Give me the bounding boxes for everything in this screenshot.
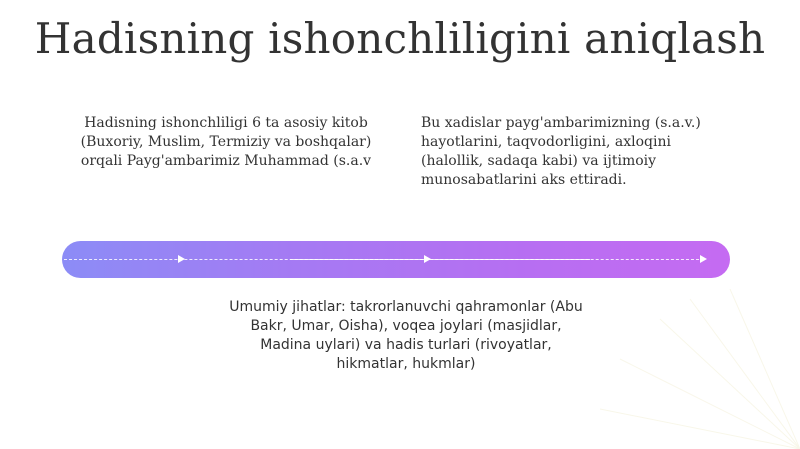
- timeline-arrow-icon: [424, 255, 431, 263]
- right-text-line: hayotlarini, taqvodorligini, axloqini: [421, 134, 671, 150]
- left-text-block: Hadisning ishonchliligi 6 ta asosiy kitob (Buxoriy, Muslim, Termiziy va boshqalar) orqali Payg'ambarimiz Muhammad (s.a.v: [80, 115, 372, 169]
- right-text-block: [421, 114, 721, 190]
- right-text-line: munosabatlarini aks ettiradi.: [421, 172, 627, 188]
- decorative-rays: [600, 289, 800, 449]
- bottom-text-block: Umumiy jihatlar: takrorlanuvchi qahramonlar (Abu Bakr, Umar, Oisha), voqea joylari (masjidlar, Madina uylari) va hadis turlari (rivoyatlar, hikmatlar, hukmlar): [229, 299, 583, 372]
- timeline-arrow-icon: [700, 255, 707, 263]
- right-text-line: Bu xadislar payg'ambarimizning (s.a.v.): [421, 115, 701, 131]
- timeline-solid-line: [290, 259, 590, 260]
- right-text-line: (halollik, sadaqa kabi) va ijtimoiy: [421, 153, 657, 169]
- slide-title: Hadisning ishonchliligini aniqlash: [34, 14, 766, 63]
- timeline-arrow-icon: [178, 255, 185, 263]
